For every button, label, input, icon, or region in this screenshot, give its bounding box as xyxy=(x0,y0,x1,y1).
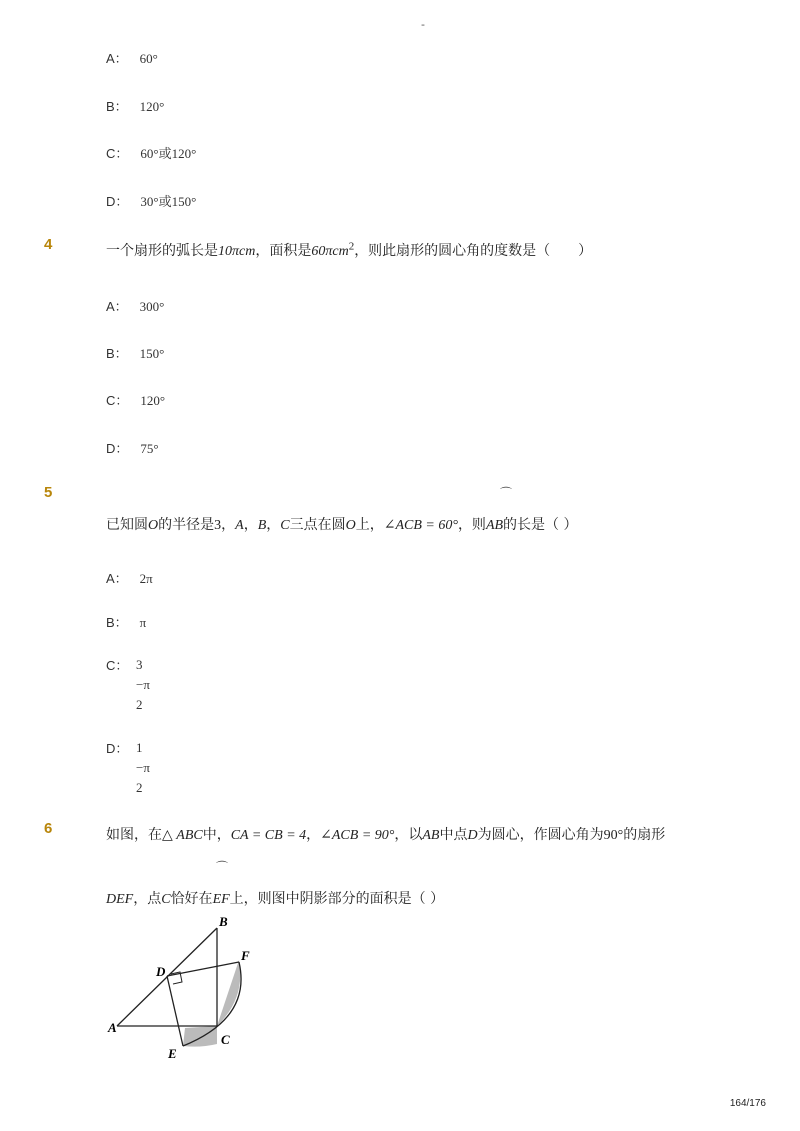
text-segment: ， xyxy=(306,827,321,843)
option-label: B： xyxy=(106,615,128,630)
q3-option-a[interactable] xyxy=(106,48,158,67)
text-segment: ，点 xyxy=(133,891,162,907)
question-number-6: 6 xyxy=(44,820,53,837)
text-segment: ，则 xyxy=(457,517,486,533)
question-6-text-line2 xyxy=(106,888,444,908)
math-var: AB xyxy=(485,518,504,533)
arc-length: 10πcm xyxy=(218,244,256,259)
text-segment: 三点在圆 xyxy=(289,517,346,533)
angle-expr: ∠ACB = 90° xyxy=(320,828,395,843)
text-segment: 的扇形 xyxy=(623,827,666,843)
option-label: A： xyxy=(106,299,128,314)
option-value: π xyxy=(139,615,147,630)
math-var: B xyxy=(257,518,267,533)
text-segment: 中点 xyxy=(439,827,468,843)
question-6-text-line1 xyxy=(106,824,665,844)
text-segment: 恰好在 xyxy=(170,891,213,907)
math-var: DEF xyxy=(106,892,134,907)
text-segment: ，则此扇形的圆心角的度数是（ ） xyxy=(354,243,593,259)
option-label: C： xyxy=(106,658,129,673)
option-label: B： xyxy=(106,99,128,114)
area: 60πcm xyxy=(311,244,349,259)
text-segment: 一个扇形的弧长是 xyxy=(106,243,218,259)
question-number-4: 4 xyxy=(44,236,53,253)
text-segment: 的长是（ ） xyxy=(503,517,578,533)
option-label: D： xyxy=(106,741,129,756)
option-label: D： xyxy=(106,441,129,456)
question-5-text xyxy=(106,514,578,534)
option-label: D： xyxy=(106,194,129,209)
fraction-denominator: 2 xyxy=(136,697,143,712)
option-label: C： xyxy=(106,393,129,408)
length-expr: CA = CB = 4 xyxy=(230,828,307,843)
page-number: 164/176 xyxy=(729,1098,766,1109)
q4-option-c[interactable] xyxy=(106,390,165,409)
math-var: C xyxy=(161,892,171,907)
triangle-expr: △ ABC xyxy=(162,828,203,843)
option-value: 120° xyxy=(140,393,166,408)
top-mark: - xyxy=(421,18,425,31)
fraction-bar-pi: −π xyxy=(136,760,150,775)
q4-option-b[interactable] xyxy=(106,343,164,362)
option-label: B： xyxy=(106,346,128,361)
math-var: EF xyxy=(212,892,230,907)
q3-option-c[interactable] xyxy=(106,143,196,162)
question-4-text xyxy=(106,240,592,260)
q4-option-a[interactable] xyxy=(106,296,164,315)
text-segment: ， xyxy=(243,517,258,533)
text-segment: ， xyxy=(266,517,281,533)
text-segment: 如图，在 xyxy=(106,827,162,843)
label-a: A xyxy=(108,1020,117,1035)
fraction-numerator: 1 xyxy=(136,740,143,755)
q5-option-c[interactable] xyxy=(106,655,128,674)
math-var: D xyxy=(467,828,478,843)
math-var: C xyxy=(280,518,290,533)
label-b: B xyxy=(219,914,228,929)
q5-option-a[interactable] xyxy=(106,568,153,587)
text-segment: ，以 xyxy=(394,827,423,843)
option-value: 2π xyxy=(139,571,153,586)
fraction-numerator: 3 xyxy=(136,657,143,672)
degree-value: 90° xyxy=(603,828,624,843)
option-value: 120° xyxy=(139,99,165,114)
q5-option-d[interactable] xyxy=(106,738,128,757)
text-segment: ，面积是 xyxy=(255,243,312,259)
option-value: 60° xyxy=(139,51,158,66)
label-f: F xyxy=(241,948,250,963)
text-segment: ， xyxy=(221,517,236,533)
math-var: AB xyxy=(422,828,440,843)
label-d: D xyxy=(156,964,166,979)
option-value: 30°或150° xyxy=(140,194,197,209)
q3-option-b[interactable] xyxy=(106,96,164,115)
math-var: A xyxy=(235,518,244,533)
q5-option-c-fraction xyxy=(136,655,150,715)
math-var: O xyxy=(148,518,159,533)
math-var: O xyxy=(345,518,356,533)
q5-option-d-fraction xyxy=(136,738,150,798)
option-label: C： xyxy=(106,146,129,161)
option-value: 150° xyxy=(139,346,165,361)
text-segment: 上，则图中阴影部分的面积是（ ） xyxy=(229,891,445,907)
text-segment: 已知圆 xyxy=(106,517,148,533)
q5-option-b[interactable] xyxy=(106,612,146,631)
option-label: A： xyxy=(106,51,128,66)
fraction-denominator: 2 xyxy=(136,780,143,795)
text-segment: 为圆心，作圆心角为 xyxy=(477,827,604,843)
q4-option-d[interactable] xyxy=(106,438,159,457)
angle-expr: ∠ACB = 60° xyxy=(383,518,458,533)
arc-symbol: ⌒ xyxy=(500,486,513,500)
text-segment: 中， xyxy=(202,827,231,843)
geometry-figure xyxy=(100,908,270,1068)
option-value: 75° xyxy=(140,441,159,456)
option-value: 300° xyxy=(139,299,165,314)
radius-value: 3 xyxy=(214,518,222,533)
segment-de xyxy=(167,976,183,1046)
option-label: A： xyxy=(106,571,128,586)
text-segment: 上， xyxy=(355,517,384,533)
label-c: C xyxy=(221,1032,230,1047)
fraction-bar-pi: −π xyxy=(136,677,150,692)
q3-option-d[interactable] xyxy=(106,191,196,210)
question-number-5: 5 xyxy=(44,484,53,501)
option-value: 60°或120° xyxy=(140,146,197,161)
area-exponent: 2 xyxy=(348,240,355,253)
arc-symbol: ⌒ xyxy=(216,860,229,874)
label-e: E xyxy=(168,1046,177,1061)
text-segment: 的半径是 xyxy=(158,517,215,533)
